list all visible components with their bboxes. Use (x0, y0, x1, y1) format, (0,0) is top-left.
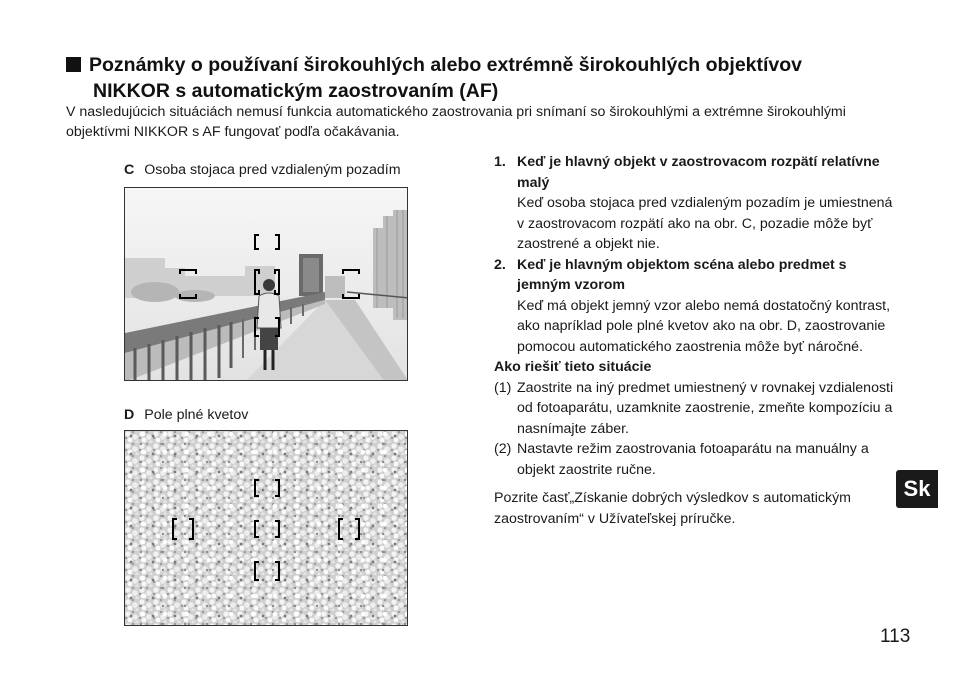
figure-c-letter: C (124, 162, 135, 178)
reference-note: Pozrite časť„Získanie dobrých výsledkov s automatickým zaostrovaním“ v Užívateľskej príručke. (494, 490, 851, 527)
list-item (494, 255, 894, 358)
right-column (494, 152, 894, 529)
heading-line-2: NIKKOR s automatickým zaostrovaním (AF) (93, 80, 499, 102)
solution-text: Nastavte režim zaostrovania fotoaparátu na manuálny a objekt zaostrite ručne. (517, 441, 869, 478)
solution-number: (2) (494, 441, 512, 457)
language-tab: Sk (896, 470, 938, 508)
item-text: Keď osoba stojaca pred vzdialeným pozadím je umiestnená v zaostrovacom rozpätí ako na obr. C, pozadie môže byť zaostrené a objekt nie. (517, 195, 893, 252)
person-on-bridge-illustration (125, 188, 408, 381)
figure-c-caption (124, 161, 401, 179)
item-title: Keď je hlavný objekt v zaostrovacom rozpätí relatívne malý (517, 154, 880, 191)
bullet-square-icon (66, 57, 81, 72)
heading-line-1: Poznámky o používaní širokouhlých alebo extrémně širokouhlých objektívov (89, 54, 803, 76)
solution-item (494, 439, 894, 480)
figure-c-photo (124, 187, 408, 381)
figure-d-caption (124, 406, 248, 424)
list-item (494, 152, 894, 255)
item-title: Keď je hlavným objektom scéna alebo predmet s jemným vzorom (517, 256, 847, 293)
item-number: 1. (494, 154, 506, 170)
figure-d-letter: D (124, 407, 135, 423)
figure-c-text: Osoba stojaca pred vzdialeným pozadím (144, 162, 401, 178)
page-number: 113 (880, 626, 911, 647)
solutions-heading: Ako riešiť tieto situácie (494, 359, 652, 375)
solution-item (494, 378, 894, 440)
intro-paragraph: V nasledujúcich situáciách nemusí funkcia automatického zaostrovania pri snímaní so širokouhlými a extrémne širokouhlými objektívmi NIKKOR s AF fungovať podľa očakávania. (66, 104, 846, 140)
figure-d-text: Pole plné kvetov (144, 407, 249, 423)
figure-d-photo (124, 430, 408, 626)
item-text: Keď má objekt jemný vzor alebo nemá dostatočný kontrast, ako napríklad pole plné kvetov ako na obr. D, zaostrovanie pomocou automatického zaostrenia môže byť náročné. (517, 297, 891, 355)
flower-field-illustration (125, 431, 408, 626)
solution-text: Zaostrite na iný predmet umiestnený v rovnakej vzdialenosti od fotoaparátu, uzamknite zaostrenie, zmeňte kompozíciu a nasnímajte záber. (517, 379, 894, 437)
solution-number: (1) (494, 379, 512, 396)
section-heading (66, 52, 926, 104)
item-number: 2. (494, 256, 506, 273)
